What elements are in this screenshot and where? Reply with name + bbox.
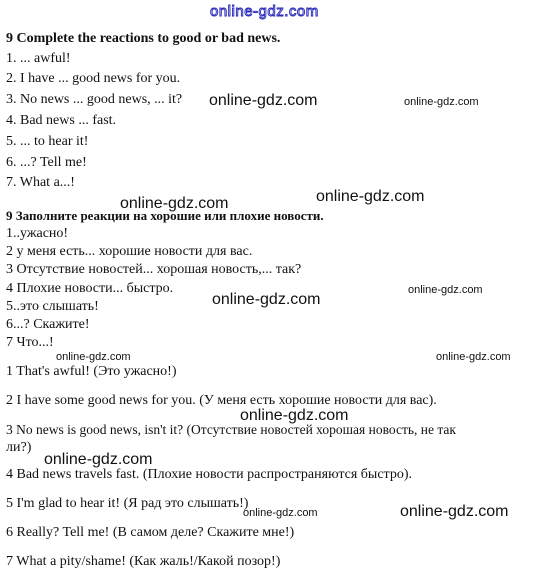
exercise-line-ru: 3 Отсутствие новостей... хорошая новость,... так? (6, 262, 302, 277)
exercise-line-en: 1. ... awful! (6, 51, 71, 66)
watermark: online-gdz.com (316, 188, 425, 205)
answer-line: ли?) (6, 440, 32, 455)
watermark: online-gdz.com (120, 195, 229, 212)
exercise-line-ru: 6...? Скажите! (6, 317, 90, 332)
answer-line: 5 I'm glad to hear it! (Я рад это слышать!) (6, 496, 249, 511)
exercise-line-en: 4. Bad news ... fast. (6, 113, 117, 128)
exercise-line-en: 7. What a...! (6, 175, 75, 190)
watermark: online-gdz.com (210, 3, 319, 20)
watermark: online-gdz.com (243, 507, 318, 519)
answer-line: 1 That's awful! (Это ужасно!) (6, 364, 177, 379)
exercise-line-en: 5. ... to hear it! (6, 134, 89, 149)
watermark: online-gdz.com (240, 407, 349, 424)
watermark: online-gdz.com (56, 351, 131, 363)
watermark: online-gdz.com (400, 503, 509, 520)
exercise-line-ru: 5..это слышать! (6, 299, 99, 314)
exercise-line-en: 3. No news ... good news, ... it? (6, 92, 183, 107)
exercise-line-ru: 1..ужасно! (6, 226, 69, 241)
watermark: online-gdz.com (408, 284, 483, 296)
watermark: online-gdz.com (404, 96, 479, 108)
exercise-title-en: 9 Complete the reactions to good or bad news. (6, 31, 281, 46)
watermark: online-gdz.com (436, 351, 511, 363)
answer-line: 7 What a pity/shame! (Как жаль!/Какой позор!) (6, 554, 281, 569)
answer-line: 2 I have some good news for you. (У меня есть хорошие новости для вас). (6, 393, 437, 408)
watermark: online-gdz.com (212, 291, 321, 308)
exercise-title-ru: 9 Заполните реакции на хорошие или плохие новости. (6, 208, 324, 223)
answer-line: 4 Bad news travels fast. (Плохие новости распространяются быстро). (6, 467, 412, 482)
answer-line: 6 Really? Tell me! (В самом деле? Скажите мне!) (6, 525, 295, 540)
exercise-line-ru: 7 Что...! (6, 335, 54, 350)
exercise-line-ru: 4 Плохие новости... быстро. (6, 281, 174, 296)
watermark: online-gdz.com (44, 451, 153, 468)
exercise-line-en: 2. I have ... good news for you. (6, 71, 181, 86)
answer-line: 3 No news is good news, isn't it? (Отсутствие новостей хорошая новость, не так (6, 422, 456, 437)
exercise-line-ru: 2 у меня есть... хорошие новости для вас. (6, 244, 253, 259)
exercise-line-en: 6. ...? Tell me! (6, 155, 87, 170)
watermark: online-gdz.com (209, 92, 318, 109)
